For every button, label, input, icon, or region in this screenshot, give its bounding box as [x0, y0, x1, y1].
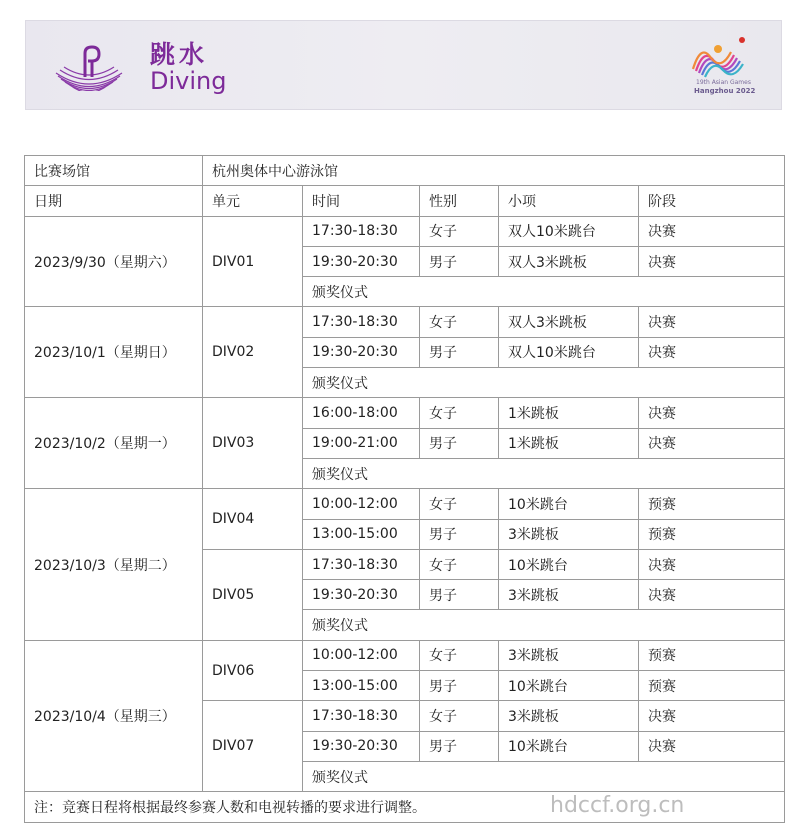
phase-cell: 决赛	[639, 428, 785, 458]
phase-cell: 预赛	[639, 671, 785, 701]
page-title-chinese: 跳水	[150, 40, 209, 69]
gender-cell: 女子	[420, 216, 499, 246]
phase-cell: 决赛	[639, 246, 785, 276]
time-cell: 17:30-18:30	[303, 216, 420, 246]
time-cell: 10:00-12:00	[303, 640, 420, 670]
header-row	[25, 186, 785, 216]
time-cell: 17:30-18:30	[303, 549, 420, 579]
schedule-row	[25, 489, 785, 519]
victory-ceremony-cell: 颁奖仪式	[303, 458, 785, 488]
event-cell: 3米跳板	[499, 701, 639, 731]
event-cell: 双人10米跳台	[499, 337, 639, 367]
gender-cell: 女子	[420, 489, 499, 519]
phase-cell: 决赛	[639, 731, 785, 761]
gender-cell: 男子	[420, 428, 499, 458]
event-cell: 3米跳板	[499, 640, 639, 670]
gender-cell: 女子	[420, 398, 499, 428]
unit-code-cell: DIV02	[203, 307, 303, 398]
gender-cell: 男子	[420, 731, 499, 761]
event-cell: 3米跳板	[499, 580, 639, 610]
column-header-unit: 单元	[203, 186, 303, 216]
site-watermark: hdccf.org.cn	[550, 793, 685, 818]
event-cell: 10米跳台	[499, 549, 639, 579]
time-cell: 17:30-18:30	[303, 307, 420, 337]
phase-cell: 预赛	[639, 640, 785, 670]
column-header-gender: 性别	[420, 186, 499, 216]
schedule-row	[25, 307, 785, 337]
gender-cell: 男子	[420, 519, 499, 549]
time-cell: 19:00-21:00	[303, 428, 420, 458]
date-cell: 2023/10/3（星期二）	[25, 489, 203, 640]
phase-cell: 预赛	[639, 519, 785, 549]
date-cell: 2023/10/2（星期一）	[25, 398, 203, 489]
schedule-row	[25, 640, 785, 670]
diving-pictogram-icon	[52, 43, 126, 91]
time-cell: 16:00-18:00	[303, 398, 420, 428]
event-cell: 双人10米跳台	[499, 216, 639, 246]
phase-cell: 预赛	[639, 489, 785, 519]
date-cell: 2023/10/4（星期三）	[25, 640, 203, 791]
schedule-note: 注：竞赛日程将根据最终参赛人数和电视转播的要求进行调整。	[25, 792, 785, 822]
venue-value: 杭州奥体中心游泳馆	[203, 156, 785, 186]
phase-cell: 决赛	[639, 701, 785, 731]
column-header-phase: 阶段	[639, 186, 785, 216]
venue-label: 比赛场馆	[25, 156, 203, 186]
phase-cell: 决赛	[639, 337, 785, 367]
gender-cell: 女子	[420, 549, 499, 579]
gender-cell: 男子	[420, 671, 499, 701]
time-cell: 19:30-20:30	[303, 337, 420, 367]
time-cell: 19:30-20:30	[303, 580, 420, 610]
event-cell: 双人3米跳板	[499, 246, 639, 276]
event-cell: 10米跳台	[499, 489, 639, 519]
unit-code-cell: DIV05	[203, 549, 303, 640]
gender-cell: 女子	[420, 307, 499, 337]
unit-code-cell: DIV04	[203, 489, 303, 550]
page-title-english: Diving	[150, 67, 227, 95]
competition-schedule-table	[24, 155, 785, 823]
event-cell: 10米跳台	[499, 671, 639, 701]
unit-code-cell: DIV07	[203, 701, 303, 792]
phase-cell: 决赛	[639, 549, 785, 579]
column-header-time: 时间	[303, 186, 420, 216]
time-cell: 19:30-20:30	[303, 246, 420, 276]
column-header-event: 小项	[499, 186, 639, 216]
games-logo-title: Hangzhou 2022	[694, 87, 756, 95]
asian-games-logo	[690, 35, 754, 101]
games-logo-subtitle: 19th Asian Games	[696, 79, 751, 86]
date-cell: 2023/10/1（星期日）	[25, 307, 203, 398]
victory-ceremony-cell: 颁奖仪式	[303, 368, 785, 398]
gender-cell: 男子	[420, 580, 499, 610]
time-cell: 10:00-12:00	[303, 489, 420, 519]
date-cell: 2023/9/30（星期六）	[25, 216, 203, 307]
schedule-row	[25, 398, 785, 428]
schedule-row	[25, 216, 785, 246]
unit-code-cell: DIV06	[203, 640, 303, 701]
asian-games-emblem-icon	[690, 35, 754, 79]
victory-ceremony-cell: 颁奖仪式	[303, 761, 785, 791]
event-cell: 10米跳台	[499, 731, 639, 761]
event-cell: 双人3米跳板	[499, 307, 639, 337]
event-cell: 3米跳板	[499, 519, 639, 549]
phase-cell: 决赛	[639, 216, 785, 246]
phase-cell: 决赛	[639, 307, 785, 337]
phase-cell: 决赛	[639, 580, 785, 610]
gender-cell: 男子	[420, 337, 499, 367]
header-banner	[25, 20, 782, 110]
time-cell: 13:00-15:00	[303, 671, 420, 701]
venue-row	[25, 156, 785, 186]
gender-cell: 男子	[420, 246, 499, 276]
event-cell: 1米跳板	[499, 398, 639, 428]
column-header-date: 日期	[25, 186, 203, 216]
time-cell: 13:00-15:00	[303, 519, 420, 549]
victory-ceremony-cell: 颁奖仪式	[303, 277, 785, 307]
victory-ceremony-cell: 颁奖仪式	[303, 610, 785, 640]
unit-code-cell: DIV01	[203, 216, 303, 307]
time-cell: 17:30-18:30	[303, 701, 420, 731]
gender-cell: 女子	[420, 701, 499, 731]
time-cell: 19:30-20:30	[303, 731, 420, 761]
gender-cell: 女子	[420, 640, 499, 670]
event-cell: 1米跳板	[499, 428, 639, 458]
phase-cell: 决赛	[639, 398, 785, 428]
unit-code-cell: DIV03	[203, 398, 303, 489]
